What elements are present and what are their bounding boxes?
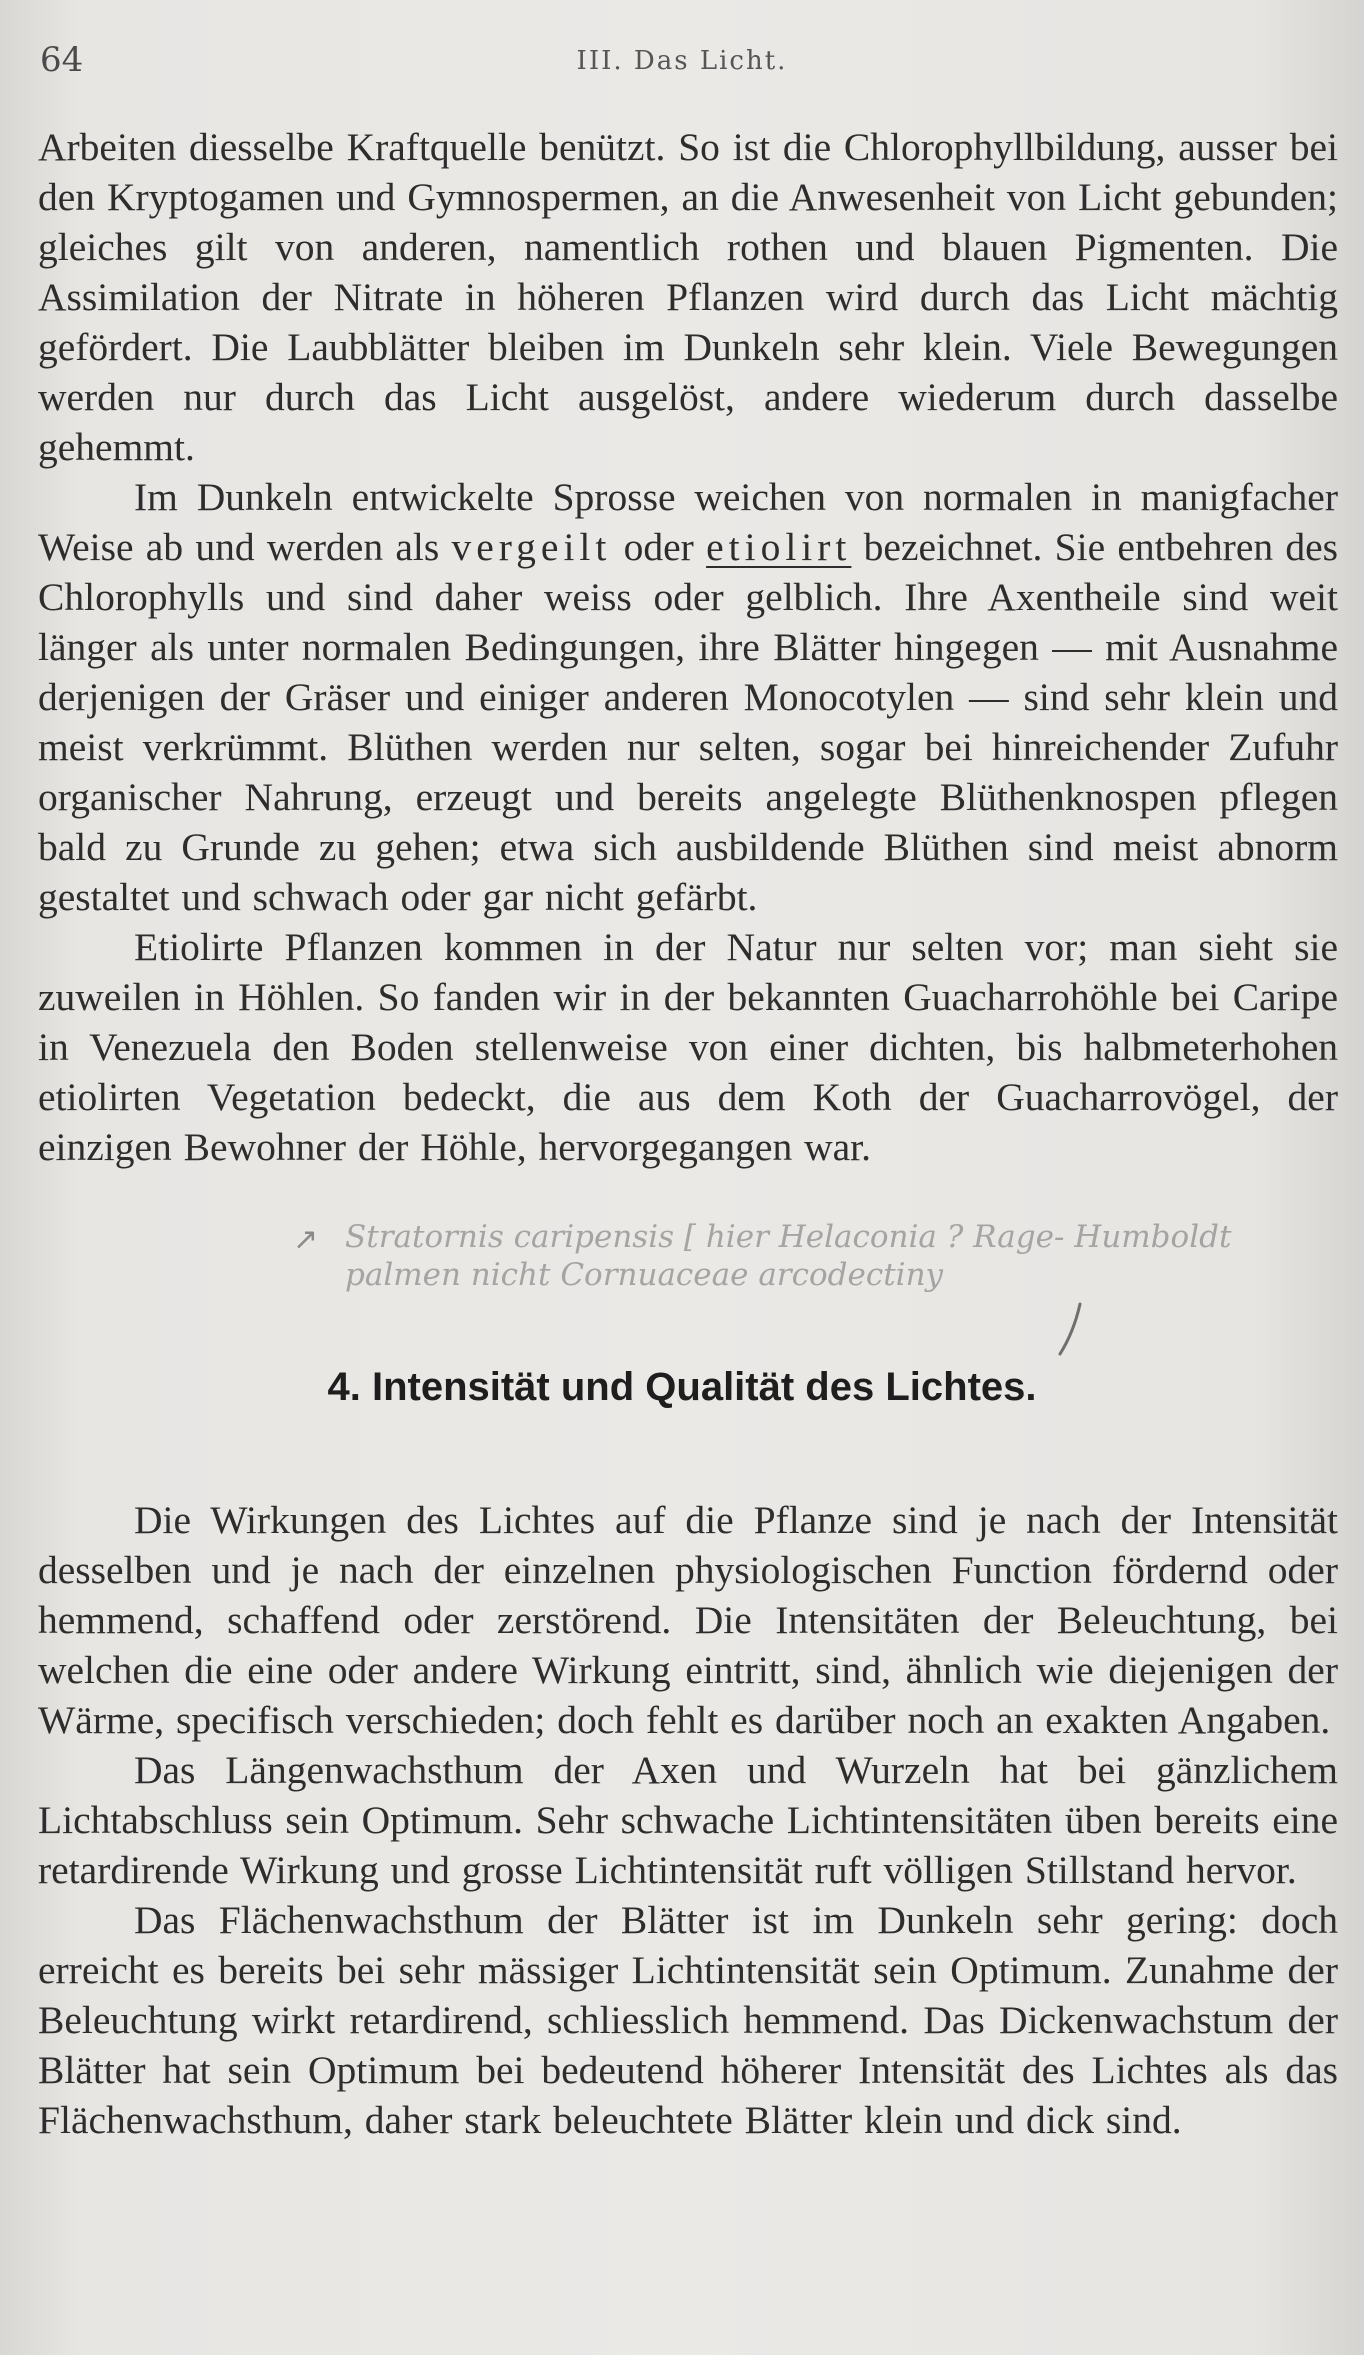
paragraph-1: Arbeiten diesselbe Kraftquelle benützt. So ist die Chlorophyllbildung, ausser bei den Kryptogamen und Gymnospermen, an die Anwesenheit von Licht gebunden; gleiches gilt von anderen, namentlich rothen und blauen Pigmenten. Die Assimilation der Nitrate in höheren Pflanzen wird durch das Licht mächtig gefördert. Die Laubblätter bleiben im Dunkeln sehr klein. Viele Bewegungen werden nur durch das Licht ausgelöst, andere wiederum durch dasselbe gehemmt.: [38, 125, 1338, 469]
page-number: 64: [40, 40, 84, 80]
paragraph-2: [38, 472, 1338, 922]
paragraph-3: Etiolirte Pflanzen kommen in der Natur nur selten vor; man sieht sie zuweilen in Höhlen. So fanden wir in der bekannten Guacharrohöhle bei Caripe in Venezuela den Boden stellenweise von einer dichten, bis halbmeterhohen etiolirten Vegetation bedeckt, die aus dem Koth der Guacharrovögel, der einzigen Bewohner der Höhle, hervorgegangen war.: [38, 925, 1338, 1169]
text-block-bottom: [38, 1495, 1338, 2145]
term-etiolirt: etiolirt: [706, 525, 852, 569]
paragraph-5: Das Längenwachsthum der Axen und Wurzeln hat bei gänzlichem Lichtabschluss sein Optimum. Sehr schwache Lichtintensitäten üben bereits eine retardirende Wirkung und grosse Lichtintensität ruft völligen Stillstand hervor.: [38, 1748, 1338, 1892]
handwritten-stroke-icon: [1052, 1300, 1092, 1360]
paragraph-6: Das Flächenwachsthum der Blätter ist im Dunkeln sehr gering: doch erreicht es bereits bei sehr mässiger Lichtintensität sein Optimum. Zunahme der Beleuchtung wirkt retardirend, schliesslich hemmend. Das Dickenwachstum der Blätter hat sein Optimum bei bedeutend höherer Intensität des Lichtes als das Flächenwachsthum, daher stark beleuchtete Blätter klein und dick sind.: [38, 1898, 1338, 2142]
paragraph-2-text-start: Im Dunkeln entwickelte Sprosse weichen von normalen in manigfacher Weise ab und werden als: [38, 475, 1338, 569]
section-heading: 4. Intensität und Qualität des Lichtes.: [327, 1365, 1037, 1409]
running-head: III. Das Licht.: [576, 46, 788, 76]
text-block-top: [38, 122, 1338, 1172]
term-vergeilt: vergeilt: [451, 525, 612, 569]
paragraph-2-text-middle: oder: [611, 525, 707, 569]
page-header: [40, 40, 1324, 90]
paragraph-4: Die Wirkungen des Lichtes auf die Pflanze sind je nach der Intensität desselben und je nach der einzelnen physiologischen Function fördernd oder hemmend, schaffend oder zerstörend. Die Intensitäten der Beleuchtung, bei welchen die eine oder andere Wirkung eintritt, sind, ähnlich wie diejenigen der Wärme, specifisch verschieden; doch fehlt es darüber noch an exakten Angaben.: [38, 1498, 1338, 1742]
handwritten-arrow-icon: ↗: [293, 1222, 319, 1257]
handwritten-annotation: Stratornis caripensis [ hier Helaconia ? Rage- Humboldt palmen nicht Cornuaceae arcodectiny: [345, 1219, 1232, 1293]
paragraph-2-text-end: bezeichnet. Sie entbehren des Chlorophylls und sind daher weiss oder gelblich. Ihre Axentheile sind weit länger als unter normalen Bedingungen, ihre Blätter hingegen — mit Ausnahme derjenigen der Gräser und einiger anderen Monocotylen — sind sehr klein und meist verkrümmt. Blüthen werden nur selten, sogar bei hinreichender Zufuhr organischer Nahrung, erzeugt und bereits angelegte Blüthenknospen pflegen bald zu Grunde zu gehen; etwa sich ausbildende Blüthen sind meist abnorm gestaltet und schwach oder gar nicht gefärbt.: [38, 525, 1339, 919]
